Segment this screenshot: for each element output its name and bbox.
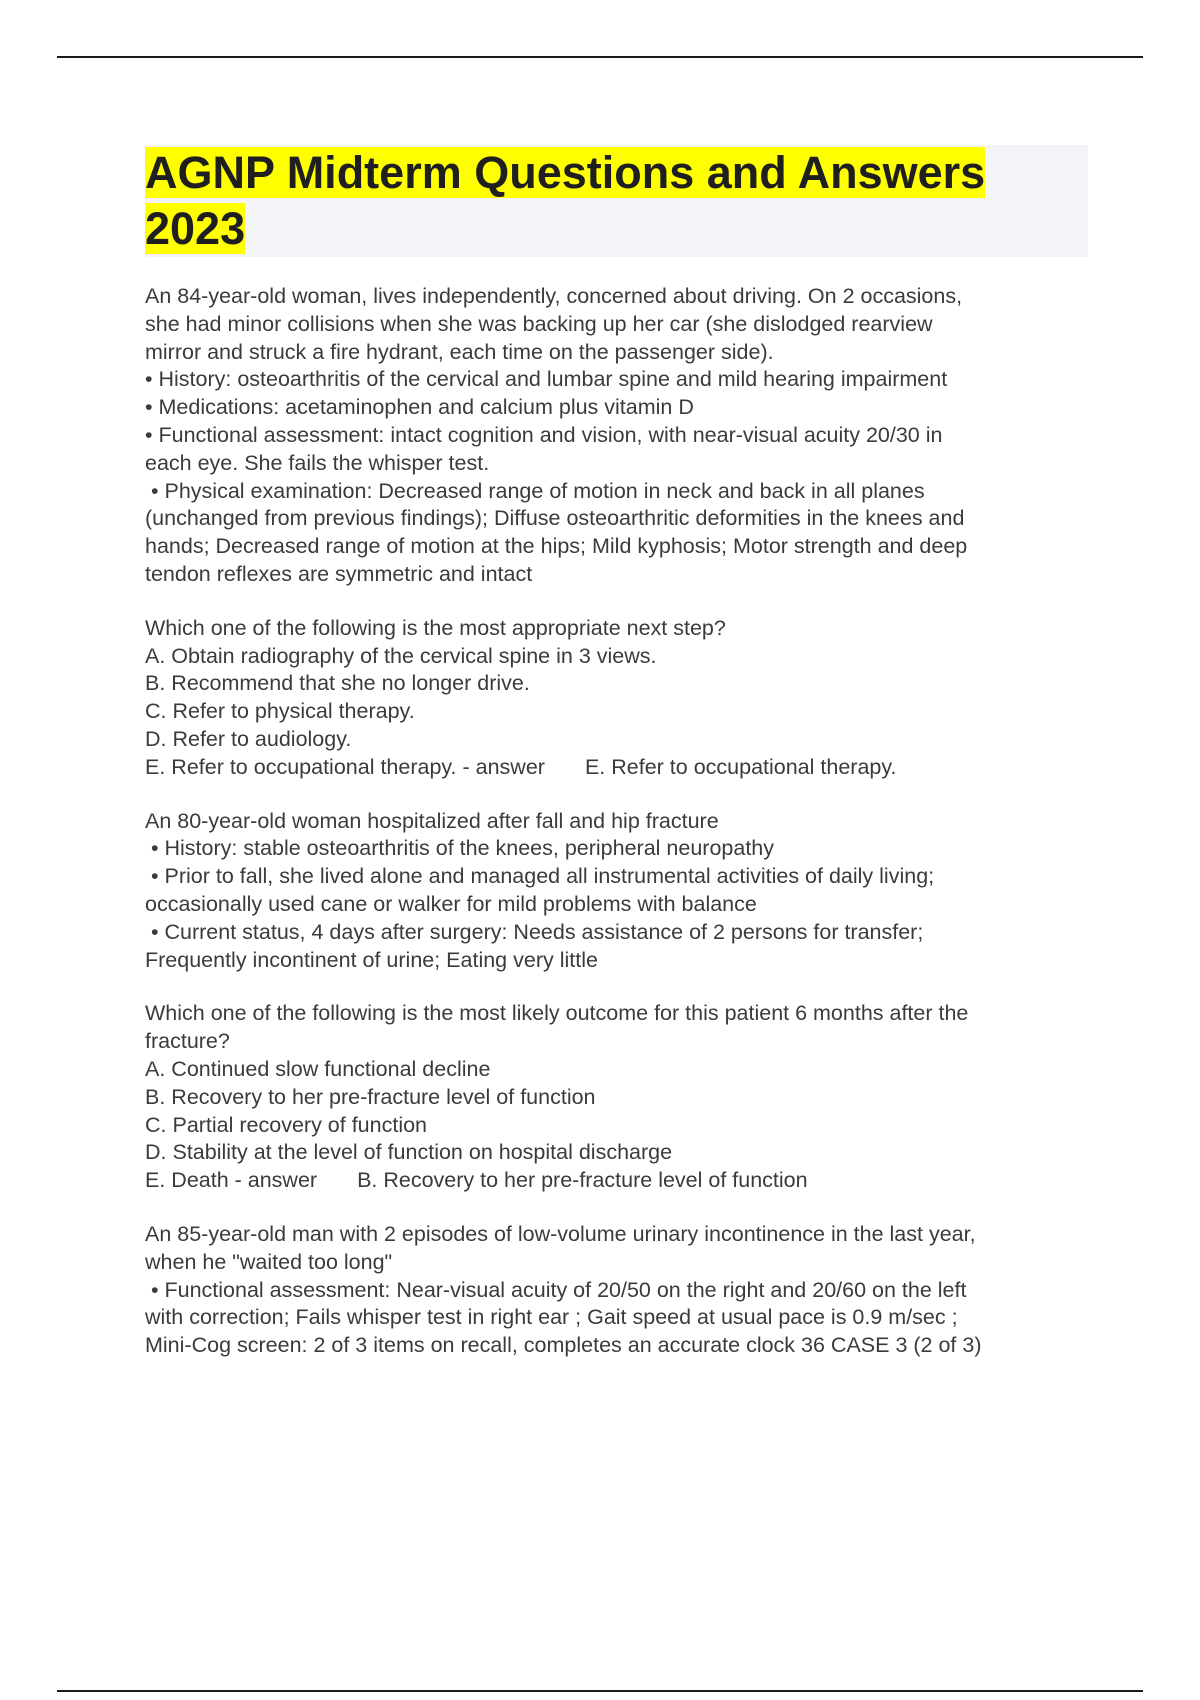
answer-option: D. Refer to audiology. xyxy=(145,726,352,751)
case-2-bullet: • Prior to fall, she lived alone and managed all instrumental activities of daily living; xyxy=(151,864,935,889)
answer-option: A. Obtain radiography of the cervical spine in 3 views. xyxy=(145,643,657,668)
page-title xyxy=(145,145,1088,257)
title-line-2: 2023 xyxy=(145,203,246,254)
answer-option: E. Refer to occupational therapy. - answer xyxy=(145,754,545,779)
case-1-bullet: tendon reflexes are symmetric and intact xyxy=(145,561,533,586)
case-2-description xyxy=(145,808,1100,975)
case-2-bullet: • History: stable osteoarthritis of the knees, peripheral neuropathy xyxy=(151,836,774,861)
title-line-1: AGNP Midterm Questions and Answers xyxy=(145,147,986,198)
correct-answer: E. Refer to occupational therapy. xyxy=(584,754,897,779)
question-stem: Which one of the following is the most likely outcome for this patient 6 months after the xyxy=(145,1001,969,1026)
answer-option-with-answer xyxy=(145,1167,1100,1195)
case-1-intro-line: mirror and struck a fire hydrant, each time on the passenger side). xyxy=(145,339,774,364)
case-3-description xyxy=(145,1221,1100,1360)
case-3-bullet: Mini-Cog screen: 2 of 3 items on recall, completes an accurate clock 36 CASE 3 (2 of 3) xyxy=(145,1333,982,1358)
case-1-bullet: hands; Decreased range of motion at the hips; Mild kyphosis; Motor strength and deep xyxy=(145,534,968,559)
case-3-intro-line: when he "waited too long" xyxy=(145,1249,393,1274)
answer-option: B. Recovery to her pre-fracture level of function xyxy=(145,1084,596,1109)
case-2-question xyxy=(145,1000,1100,1195)
answer-option: D. Stability at the level of function on hospital discharge xyxy=(145,1140,673,1165)
case-2-bullet: Frequently incontinent of urine; Eating very little xyxy=(145,947,598,972)
case-1-bullet: • History: osteoarthritis of the cervical and lumbar spine and mild hearing impairment xyxy=(145,367,948,392)
case-3-bullet: • Functional assessment: Near-visual acuity of 20/50 on the right and 20/60 on the left xyxy=(151,1277,967,1302)
case-1-bullet: each eye. She fails the whisper test. xyxy=(145,450,490,475)
case-1-intro-line: An 84-year-old woman, lives independently, concerned about driving. On 2 occasions, xyxy=(145,284,963,308)
case-3-bullet: with correction; Fails whisper test in right ear ; Gait speed at usual pace is 0.9 m/sec ; xyxy=(145,1305,958,1330)
case-2-intro-line: An 80-year-old woman hospitalized after fall and hip fracture xyxy=(145,808,719,833)
case-3-intro-line: An 85-year-old man with 2 episodes of low-volume urinary incontinence in the last year, xyxy=(145,1221,976,1246)
case-1-bullet: (unchanged from previous findings); Diffuse osteoarthritic deformities in the knees and xyxy=(145,506,965,531)
case-2-bullet: occasionally used cane or walker for mild problems with balance xyxy=(145,891,757,916)
case-1-description xyxy=(145,283,1100,589)
case-2-bullet: • Current status, 4 days after surgery: Needs assistance of 2 persons for transfer; xyxy=(151,919,924,944)
question-stem: fracture? xyxy=(145,1029,230,1054)
answer-option-with-answer xyxy=(145,754,1100,782)
case-1-bullet: • Physical examination: Decreased range of motion in neck and back in all planes xyxy=(151,478,925,503)
document-body xyxy=(145,283,1100,1386)
correct-answer: B. Recovery to her pre-fracture level of function xyxy=(357,1168,808,1193)
header-rule xyxy=(57,56,1143,58)
question-stem: Which one of the following is the most appropriate next step? xyxy=(145,615,726,640)
case-1-question xyxy=(145,615,1100,782)
case-1-bullet: • Medications: acetaminophen and calcium plus vitamin D xyxy=(145,395,694,420)
case-1-bullet: • Functional assessment: intact cognition and vision, with near-visual acuity 20/30 in xyxy=(145,422,943,447)
answer-option: C. Partial recovery of function xyxy=(145,1112,428,1137)
case-1-intro-line: she had minor collisions when she was backing up her car (she dislodged rearview xyxy=(145,311,933,336)
answer-option: B. Recommend that she no longer drive. xyxy=(145,671,530,696)
answer-option: C. Refer to physical therapy. xyxy=(145,699,415,724)
answer-option: E. Death - answer xyxy=(145,1168,318,1193)
footer-rule xyxy=(57,1690,1143,1692)
answer-option: A. Continued slow functional decline xyxy=(145,1056,491,1081)
